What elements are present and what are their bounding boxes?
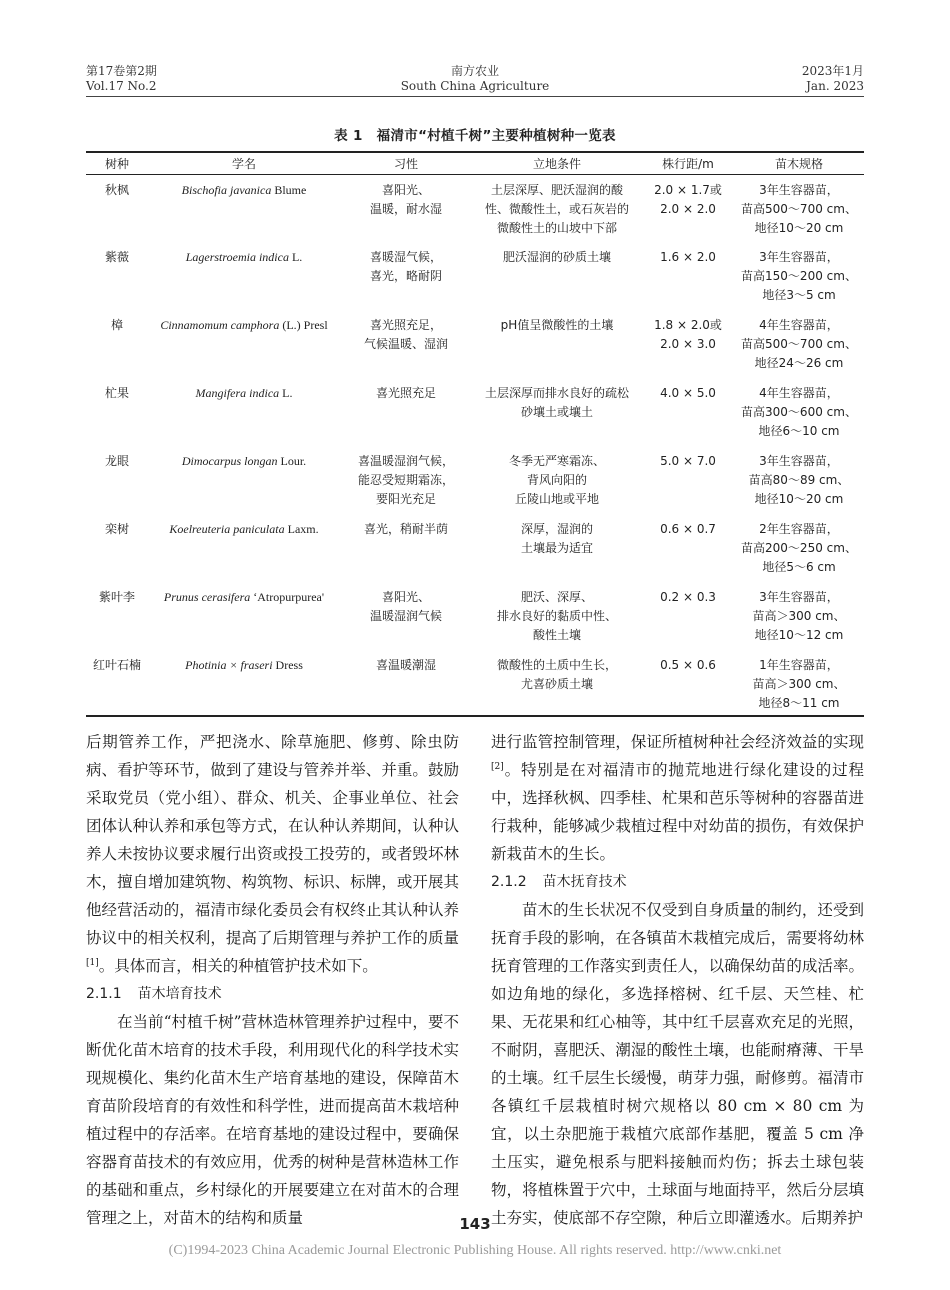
spacing: 1.8 × 2.0或 2.0 × 3.0 [654, 318, 722, 351]
table-header-cell: 株行距/m [662, 157, 714, 171]
habit: 喜光照充足 [375, 386, 436, 400]
habit: 喜光，稍耐半荫 [363, 522, 448, 536]
section-heading: 2.1.1 苗木培育技术 [86, 986, 222, 1002]
header-date [802, 64, 864, 94]
header-date-cn: 2023年1月 [801, 64, 864, 78]
copyright-footer: (C)1994-2023 China Academic Journal Electronic Publishing House. All rights reserved. http://www.cnki.net [168, 1243, 782, 1258]
table-top-rule [86, 151, 864, 153]
header-rule [86, 96, 864, 97]
table-header-cell: 苗木规格 [774, 157, 823, 171]
table-header-cell: 立地条件 [532, 157, 581, 171]
site-condition: 肥沃湿润的砂质土壤 [502, 250, 611, 264]
paragraph: 后期管养工作，严把浇水、除草施肥、修剪、除虫防病、看护等环节，做到了建设与管养并举、并重。鼓励采取党员（党小组）、群众、机关、企事业单位、社会团体认种认养和承包等方式，在认种认养期间，认种认养人未按协议要求履行出资或投工投劳的，或者毁坏林木，擅自增加建筑物、构筑物、标识、标牌，或开展其他经营活动的，福清市绿化委员会有权终止其认种认养协议中的相关权利，提高了后期管理与养护工作的质量[1]。具体而言，相关的种植管护技术如下。 [86, 733, 459, 975]
tree-name: 紫叶李 [98, 590, 135, 604]
site-condition: 冬季无严寒霜冻、 背风向阳的 丘陵山地或平地 [508, 454, 605, 506]
table-header-rule [86, 174, 864, 175]
spacing: 0.2 × 0.3 [660, 590, 716, 604]
spacing: 1.6 × 2.0 [660, 250, 716, 264]
seedling-spec: 4年生容器苗， 苗高300～600 cm、 地径6～10 cm [741, 386, 857, 438]
scientific-name: Photinia × fraseri Dress [185, 658, 303, 672]
scientific-name: Cinnamomum camphora (L.) Presl [160, 318, 328, 332]
tree-name: 红叶石楠 [92, 658, 141, 672]
table-header-cell: 学名 [231, 157, 256, 171]
tree-name: 龙眼 [104, 454, 129, 468]
site-condition: 微酸性的土质中生长， 尤喜砂质土壤 [496, 658, 617, 691]
seedling-spec: 3年生容器苗， 苗高500～700 cm、 地径10～20 cm [741, 183, 857, 235]
tree-name: 樟 [110, 318, 123, 332]
site-condition: 深厚，湿润的 土壤最为适宜 [520, 522, 593, 555]
scientific-name: Lagerstroemia indica L. [185, 250, 303, 264]
spacing: 0.6 × 0.7 [660, 522, 716, 536]
habit: 喜温暖湿润气候， 能忍受短期霜冻， 要阳光充足 [357, 454, 454, 506]
scientific-name: Dimocarpus longan Lour. [181, 454, 307, 468]
site-condition: 土层深厚而排水良好的疏松 砂壤土或壤土 [484, 386, 629, 419]
header-journal-cn: 南方农业 [450, 64, 499, 78]
section-heading: 2.1.2 苗木抚育技术 [491, 874, 627, 890]
seedling-spec: 3年生容器苗， 苗高＞300 cm、 地径10～12 cm [752, 590, 846, 642]
seedling-spec: 3年生容器苗， 苗高80～89 cm、 地径10～20 cm [748, 454, 850, 506]
scientific-name: Koelreuteria paniculata Laxm. [169, 522, 319, 536]
header-date-en: Jan. 2023 [806, 79, 864, 93]
scientific-name: Prunus cerasifera ‘Atropurpurea' [163, 590, 325, 604]
scientific-name: Bischofia javanica Blume [181, 183, 307, 197]
body-column-left [86, 728, 459, 1232]
seedling-spec: 4年生容器苗， 苗高500～700 cm、 地径24～26 cm [741, 318, 857, 370]
citation-ref[interactable]: [2] [491, 762, 504, 772]
table-caption [0, 124, 950, 144]
tree-name: 杧果 [104, 386, 129, 400]
seedling-spec: 3年生容器苗， 苗高150～200 cm、 地径3～5 cm [741, 250, 857, 302]
tree-name: 紫薇 [104, 250, 129, 264]
paragraph: 在当前“村植千树”营林造林管理养护过程中，要不断优化苗木培育的技术手段，利用现代化的科学技术实现规模化、集约化苗木生产培育基地的建设，保障苗木育苗阶段培育的有效性和科学性，进而提高苗木栽培种植过程中的存活率。在培育基地的建设过程中，要确保容器育苗技术的有效应用，优秀的树种是营林造林工作的基础和重点，乡村绿化的开展要建立在对苗木的合理管理之上，对苗木的结构和质量 [86, 1013, 459, 1227]
body-column-right [491, 728, 864, 1232]
habit: 喜阳光、 温暖湿润气候 [369, 590, 442, 623]
spacing: 4.0 × 5.0 [660, 386, 716, 400]
tree-name: 栾树 [104, 522, 129, 536]
habit: 喜阳光、 温暖，耐水湿 [369, 183, 442, 216]
table-label: 表 1 [334, 128, 363, 144]
spacing: 0.5 × 0.6 [660, 658, 716, 672]
table-header-cell: 习性 [393, 157, 418, 171]
scientific-name: Mangifera indica L. [195, 386, 293, 400]
seedling-spec: 2年生容器苗， 苗高200～250 cm、 地径5～6 cm [741, 522, 857, 574]
paragraph: 苗木的生长状况不仅受到自身质量的制约，还受到抚育手段的影响，在各镇苗木栽植完成后，需要将幼林抚育管理的工作落实到责任人，以确保幼苗的成活率。如边角地的绿化，多选择榕树、红千层、天竺桂、杧果、无花果和红心柚等，其中红千层喜欢充足的光照，不耐阴，喜肥沃、潮湿的酸性土壤，也能耐瘠薄、干旱的土壤。红千层生长缓慢，萌芽力强，耐修剪。福清市各镇红千层栽植时树穴规格以 80 cm × 80 cm 为宜，以土杂肥施于栽植穴底部作基肥，覆盖 5 cm 净土压实，避免根系与肥料接触而灼伤；拆去土球包装物，将植株置于穴中，土球面与地面持平，然后分层填土夯实，使底部不存空隙，种后立即灌透水。后期养护 [491, 901, 864, 1227]
habit: 喜光照充足， 气候温暖、湿润 [363, 318, 448, 351]
paragraph: 进行监管控制管理，保证所植树种社会经济效益的实现[2]。特别是在对福清市的抛荒地进行绿化建设的过程中，选择秋枫、四季桂、杧果和芭乐等树种的容器苗进行栽种，能够减少栽植过程中对幼苗的损伤，有效保护新栽苗木的生长。 [491, 733, 864, 863]
site-condition: pH值呈微酸性的土壤 [500, 318, 614, 332]
site-condition: 土层深厚、肥沃湿润的酸 性、微酸性土，或石灰岩的 微酸性土的山坡中下部 [484, 183, 629, 235]
habit: 喜暖湿气候， 喜光，略耐阴 [369, 250, 442, 283]
header-volume-en: Vol.17 No.2 [86, 79, 157, 93]
table-title: 福清市“村植千树”主要种植树种一览表 [376, 128, 616, 144]
spacing: 5.0 × 7.0 [660, 454, 716, 468]
spacing: 2.0 × 1.7或 2.0 × 2.0 [654, 183, 722, 216]
page-number: 143 [459, 1215, 491, 1233]
habit: 喜温暖潮湿 [375, 658, 436, 672]
tree-name: 秋枫 [104, 183, 129, 197]
table-bottom-rule [86, 715, 864, 717]
site-condition: 肥沃、深厚、 排水良好的黏质中性、 酸性土壤 [496, 590, 617, 642]
table-header-cell: 树种 [104, 157, 129, 171]
header-journal-en: South China Agriculture [400, 79, 550, 93]
citation-ref[interactable]: [1] [86, 958, 99, 968]
seedling-spec: 1年生容器苗， 苗高＞300 cm、 地径8～11 cm [752, 658, 846, 710]
header-volume-cn: 第17卷第2期 [86, 64, 157, 78]
